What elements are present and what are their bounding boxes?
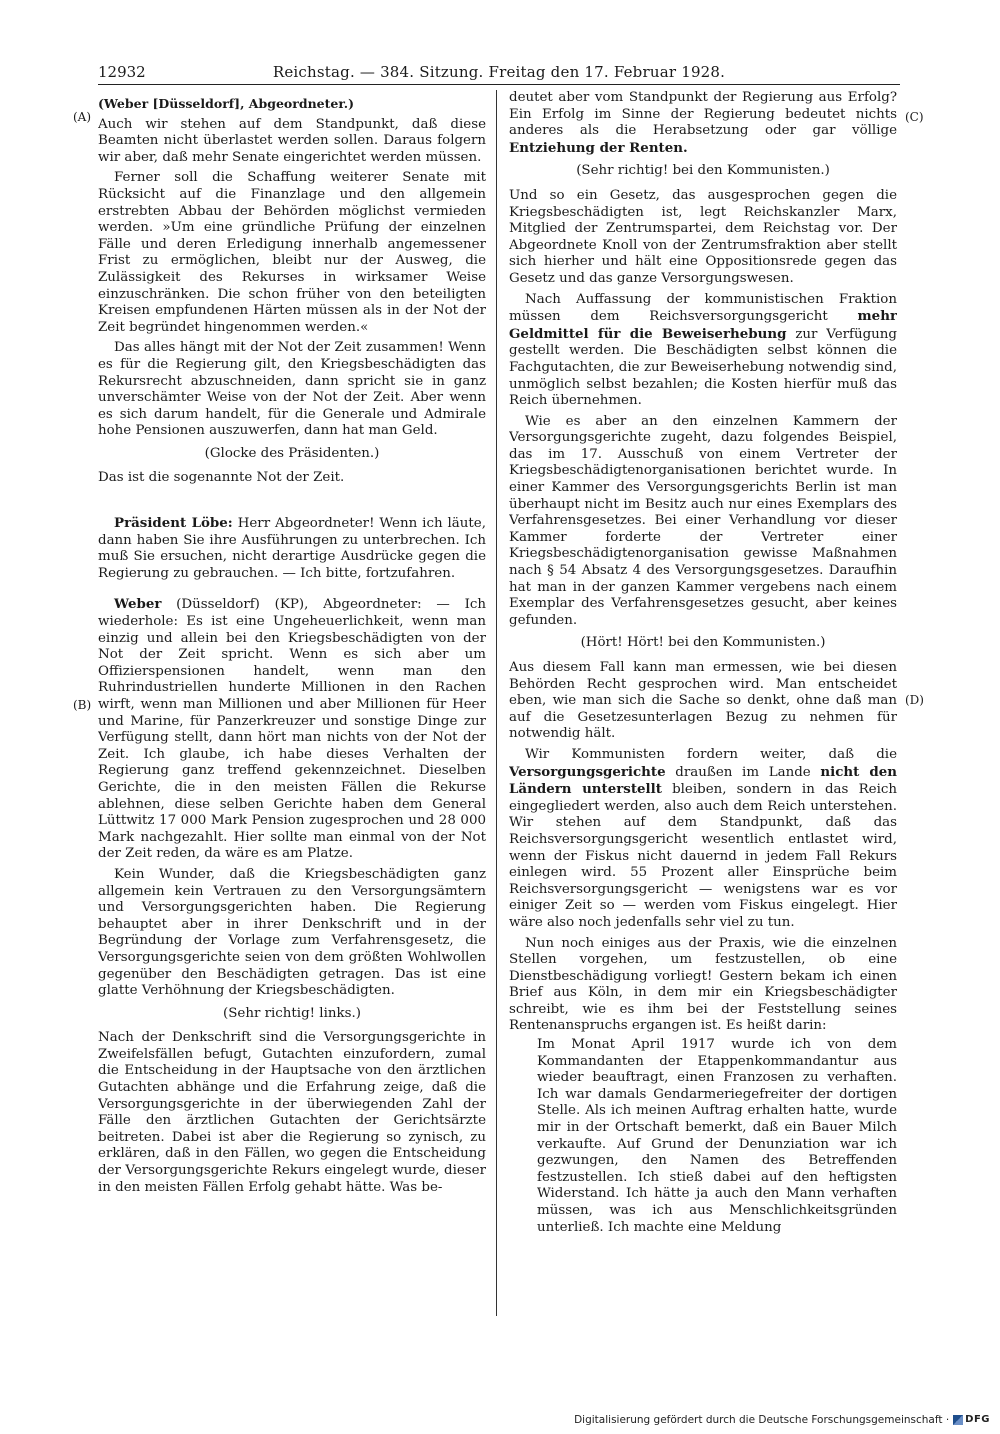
dfg-logo-mark-icon	[953, 1415, 963, 1425]
margin-marker-b: (B)	[73, 698, 92, 712]
speech-president	[98, 515, 486, 582]
paragraph: Nach Auffassung der kommunistischen Fraktion müssen dem Reichsversorgungsgericht mehr Geldmittel für die Beweiserhebung zur Verfügung gestellt werden. Die Beschädigten selbst können die Fachgutachten, die zur Beweiserhebung notwendig sind, unmöglich selbst bezahlen; die Kosten hierfür muß das Reich übernehmen.	[509, 291, 897, 409]
left-column	[98, 90, 486, 1316]
paragraph: Und so ein Gesetz, das ausgesprochen gegen die Kriegsbeschädigten ist, legt Reichskanzler Marx, Mitglied der Zentrumspartei, dem Reichstag vor. Der Abgeordnete Knoll von der Zentrumsfraktion aber stellt sich hierher und hält eine Oppositionsrede gegen das Gesetz und das ganze Versorgungswesen.	[509, 187, 897, 286]
digitization-footer	[574, 1412, 990, 1428]
speaker-continuation-header: (Weber [Düsseldorf], Abgeordneter.)	[98, 96, 355, 111]
right-column	[509, 90, 897, 1316]
speech-text: (Düsseldorf) (KP), Abgeordneter: — Ich wiederhole: Es ist eine Ungeheuerlichkeit, wenn man einzig und allein bei den Kriegsbeschädigten von der Not der Zeit spricht. Wenn es sich aber um Offizierspensionen handelt, wenn man den Ruhrindustriellen hunderte Millionen in den Rachen wirft, wenn man Millionen und aber Millionen für Heer und Marine, für Panzerkreuzer und sonstige Dinge zur Verfügung stellt, dann hört man nichts von der Not der Zeit. Ich glaube, ich habe dieses Verhalten der Regierung ganz treffend gekennzeichnet. Dieselben Gerichte, die in den meisten Fällen die Rekurse ablehnen, diese selben Gerichte haben dem General Lüttwitz 17 000 Mark Pension zugesprochen und 28 000 Mark nachgezahlt. Hier sollte man einmal von der Not der Zeit reden, da wäre es am Platze.	[98, 597, 486, 862]
interjection: (Sehr richtig! links.)	[223, 1005, 361, 1021]
running-title: Reichstag. — 384. Sitzung. Freitag den 17. Februar 1928.	[272, 63, 726, 81]
speech-text: Herr Abgeordneter! Wenn ich läute, dann haben Sie ihre Ausführungen zu unterbrechen. Ich muß Sie ersuchen, nicht derartige Ausdrücke gegen die Regierung zu gebrauchen. — Ich bitte, fortzufahren.	[98, 516, 486, 581]
paragraph: deutet aber vom Standpunkt der Regierung aus Erfolg? Ein Erfolg im Sinne der Regierung bedeutet nichts anderes als die Herabsetzung oder gar völlige Entziehung der Renten.	[509, 90, 897, 156]
speaker-name: Weber	[114, 596, 162, 613]
dfg-logo-text: DFG	[965, 1414, 990, 1425]
page-number: 12932	[98, 63, 146, 81]
paragraph: Wir Kommunisten fordern weiter, daß die Versorgungsgerichte draußen im Lande nicht den Ländern unterstellt bleiben, sondern in das Reich eingegliedert werden, also auch dem Reich unterstehen. Wir stehen auf dem Standpunkt, daß das Reichsversorgungsgericht wesentlich entlastet wird, wenn der Fiskus nicht dauernd in jedem Fall Rekurs einlegen wird. 55 Prozent aller Einsprüche beim Reichsversorgungsgericht — wenigstens war es vor einiger Zeit so — werden vom Fiskus eingelegt. Hier wäre also noch jedenfalls sehr viel zu tun.	[509, 746, 897, 930]
speech-weber	[98, 596, 486, 863]
column-divider	[496, 90, 497, 1316]
interjection: (Glocke des Präsidenten.)	[204, 445, 380, 461]
paragraph: Wie es aber an den einzelnen Kammern der Versorgungsgerichte zugeht, dazu folgendes Beispiel, das im 17. Ausschuß von einem Vertreter der Kriegsbeschädigtenorganisationen berichtet wurde. In einer Kammer des Versorgungsgerichts Berlin ist man überhaupt nicht im Besitz auch nur eines Exemplars des Verfahrensgesetzes. Bei einer Verhandlung vor dieser Kammer forderte der Vertreter einer Kriegsbeschädigtenorganisation gewisse Maßnahmen nach § 54 Absatz 4 des Versorgungsgesetzes. Daraufhin hat man in der ganzen Kammer vergebens nach einem Exemplar des Verfahrensgesetzes gesucht, aber keines gefunden.	[509, 413, 897, 628]
margin-marker-a: (A)	[73, 110, 92, 124]
speaker-name: Präsident Löbe:	[114, 515, 233, 532]
interjection: (Hört! Hört! bei den Kommunisten.)	[580, 635, 826, 651]
footer-text: Digitalisierung gefördert durch die Deutsche Forschungsgemeinschaft ·	[574, 1414, 950, 1426]
dfg-logo	[953, 1412, 990, 1428]
page-header	[98, 60, 900, 85]
paragraph: Ferner soll die Schaffung weiterer Senate mit Rücksicht auf die Finanzlage und den allgemein erstrebten Abbau der Behörden möglichst vermieden werden. »Um eine gründliche Prüfung der einzelnen Fälle und deren Erledigung innerhalb angemessener Frist zu ermöglichen, bleibt nur der Ausweg, die Zulässigkeit des Rekurses in wirksamer Weise einzuschränken. Die schon früher von den beteiligten Kreisen empfundenen Härten müssen als in der Not der Zeit begründet hingenommen werden.«	[98, 170, 486, 335]
paragraph: Auch wir stehen auf dem Standpunkt, daß diese Beamten nicht überlastet werden sollen. Daraus folgern wir aber, daß mehr Senate eingerichtet werden müssen.	[98, 116, 486, 165]
margin-marker-c: (C)	[905, 110, 924, 124]
paragraph: Aus diesem Fall kann man ermessen, wie bei diesen Behörden Recht gesprochen wird. Man entscheidet eben, wie man sich die Sache so denkt, ohne daß man auf die Gesetzesunterlagen Bezug zu nehmen für notwendig hält.	[509, 660, 897, 742]
quoted-letter: Im Monat April 1917 wurde ich von dem Kommandanten der Etappenkommandantur aus wieder beauftragt, einen Franzosen zu verhaften. Ich war damals Gendarmeriegefreiter der dortigen Stelle. Als ich meinen Auftrag erhalten hatte, wurde mir in der Ortschaft bemerkt, daß ein Bauer Milch verkaufte. Auf Grund der Denunziation war ich gezwungen, den Namen des Betreffenden festzustellen. Ich stieß dabei auf den heftigsten Widerstand. Ich hätte ja auch den Mann verhaften müssen, was ich aus Menschlichkeitsgründen unterließ. Ich machte eine Meldung	[537, 1037, 897, 1235]
paragraph: Das alles hängt mit der Not der Zeit zusammen! Wenn es für die Regierung gilt, den Kriegsbeschädigten das Rekursrecht abzuschneiden, dann spricht sie in ganz unverschämter Weise von der Not der Zeit. Aber wenn es sich darum handelt, für die Generale und Admirale hohe Pensionen auszuwerfen, dann hat man Geld.	[98, 340, 486, 439]
margin-marker-d: (D)	[905, 693, 924, 707]
interjection: (Sehr richtig! bei den Kommunisten.)	[576, 163, 830, 179]
paragraph: Kein Wunder, daß die Kriegsbeschädigten ganz allgemein kein Vertrauen zu den Versorgungsämtern und Versorgungsgerichten haben. Die Regierung behauptet aber in ihrer Denkschrift und in der Begründung der Vorlage zum Verfahrensgesetz, die Versorgungsgerichte seien von dem größten Wohlwollen gegenüber den Beschädigten getragen. Das ist eine glatte Verhöhnung der Kriegsbeschädigten.	[98, 866, 486, 999]
paragraph: Nun noch einiges aus der Praxis, wie die einzelnen Stellen vorgehen, um festzustellen, ob eine Dienstbeschädigung vorliegt! Gestern bekam ich einen Brief aus Köln, in dem mir ein Kriegsbeschädigter schreibt, wie es ihm bei der Feststellung seines Rentenanspruchs ergangen ist. Es heißt darin:	[509, 935, 897, 1034]
paragraph: Nach der Denkschrift sind die Versorgungsgerichte in Zweifelsfällen befugt, Gutachten einzufordern, zumal die Entscheidung in der Hauptsache von den ärztlichen Gutachten abhänge und die Erfahrung zeige, daß die Versorgungsgerichte in der überwiegenden Zahl der Fälle den ärztlichen Gutachten der Gerichtsärzte beitreten. Dabei ist aber die Regierung so zynisch, zu erklären, daß in den Fällen, wo gegen die Entscheidung der Versorgungsgerichte Rekurs eingelegt wurde, dieser in den meisten Fällen Erfolg gehabt hätte. Was be-	[98, 1030, 486, 1195]
paragraph: Das ist die sogenannte Not der Zeit.	[98, 470, 345, 486]
